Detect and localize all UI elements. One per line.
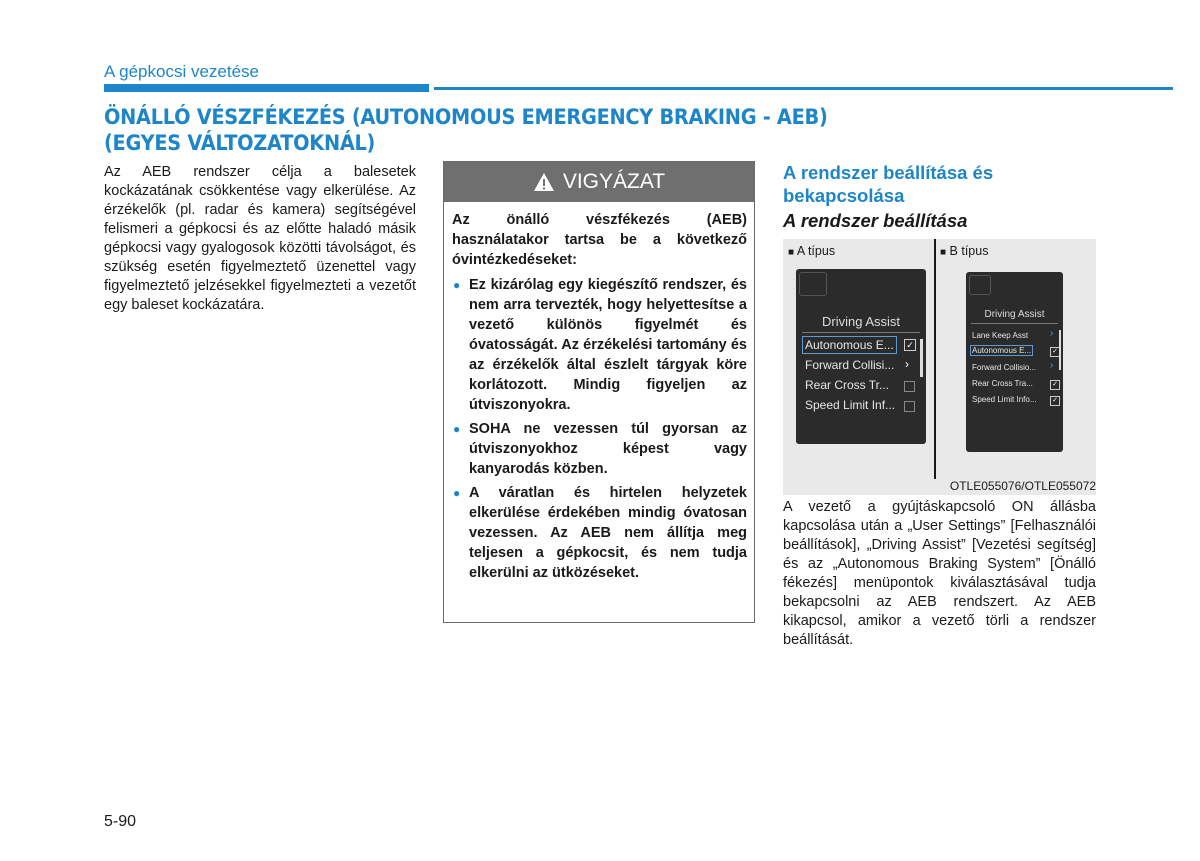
warning-intro: Az önálló vészfékezés (AEB) használatakor tartsa be a következő óvintézkedéseket: [452, 212, 747, 268]
figure-caption: OTLE055076/OTLE055072 [949, 479, 1096, 493]
screen-a-menu-item-speed-limit: Speed Limit Inf... [805, 398, 896, 412]
screen-b-title: Driving Assist [984, 309, 1045, 320]
screen-b-menu-item-autonomous: Autonomous E... [972, 346, 1032, 355]
type-b-label: ■ B típus [940, 244, 989, 258]
scrollbar [920, 339, 923, 377]
bullet-dot-icon: ● [453, 278, 461, 292]
bullet-dot-icon: ● [453, 422, 461, 436]
chevron-right-icon: › [905, 357, 909, 371]
warning-bullet-text: SOHA ne vezessen túl gyorsan az útviszonyokhoz képest vagy kanyarodás közben. [469, 421, 747, 477]
header-rule-thin [434, 87, 1173, 90]
screen-a [796, 269, 926, 444]
screen-b-menu-item-forward: Forward Collisio... [972, 363, 1037, 372]
figure-divider [934, 239, 936, 479]
main-heading [104, 104, 1024, 156]
warning-header [444, 162, 754, 202]
intro-paragraph: Az AEB rendszer célja a balesetek kockázatának csökkentése vagy elkerülése. Az érzékelők (pl. radar és kamera) segítségével felismeri a gépkocsi és az előtte haladó másik gépkocsi vagy gyalogosok közötti távolságot, és szükség esetén figyelmeztető üzenettel vagy figyelmeztető jelzésekkel figyelmezteti a vezetőt egy baleset kockázatára. [104, 164, 416, 313]
main-heading-line2: (EGYES VÁLTOZATOKNÁL) [104, 131, 376, 155]
warning-bullet [452, 419, 747, 479]
checkbox-unchecked-icon [904, 401, 915, 412]
settings-paragraph: A vezető a gyújtáskapcsoló ON állásba kapcsolása után a „User Settings” [Felhasználói beállítások], „Driving Assist” [Vezetési segítség] és az „Autonomous Braking System” [Önálló fékezés] menüpontok kiválasztásával tudja bekapcsolni az AEB rendszert. Az AEB kikapcsol, amikor a vezető törli a rendszer beállítását. [783, 499, 1096, 648]
main-heading-line1: ÖNÁLLÓ VÉSZFÉKEZÉS (AUTONOMOUS EMERGENCY BRAKING - AEB) [104, 105, 828, 129]
screen-b-menu-item-lane-keep: Lane Keep Asst [972, 331, 1029, 340]
warning-triangle-icon [533, 172, 555, 192]
header-rule-thick [104, 84, 429, 92]
checkbox-checked-icon: ✓ [1050, 347, 1060, 357]
settings-figure [783, 239, 1096, 495]
checkbox-checked-icon: ✓ [904, 339, 916, 351]
bullet-dot-icon: ● [453, 486, 461, 500]
type-a-label: ■ A típus [788, 244, 836, 258]
screen-a-menu-item-rear-cross: Rear Cross Tr... [805, 378, 890, 392]
chevron-right-icon: › [1050, 360, 1054, 371]
screen-b-menu-item-speed-limit: Speed Limit Info... [972, 395, 1037, 404]
warning-body [444, 202, 754, 583]
screen-a-separator [802, 332, 920, 333]
home-icon [969, 275, 991, 295]
warning-bullet-text: Ez kizárólag egy kiegészítő rendszer, és nem arra tervezték, hogy helyettesítse a vezető különös figyelmét és óvatosságát. Az érzékelési tartomány és az érzékelők által észlelt tárgyak köre korlátozott. Mindig figyeljen az útviszonyokra. [469, 277, 747, 413]
checkbox-unchecked-icon [904, 381, 915, 392]
warning-title: VIGYÁZAT [562, 170, 666, 193]
subheading: A rendszer beállítása és bekapcsolása [783, 162, 994, 206]
home-icon [799, 272, 827, 296]
screen-a-title: Driving Assist [821, 314, 901, 329]
scrollbar [1059, 330, 1061, 370]
screen-b-separator [971, 323, 1058, 324]
warning-bullet [452, 483, 747, 583]
screen-b [966, 272, 1063, 452]
screen-a-menu-item-forward: Forward Collisi... [805, 358, 895, 372]
subsubheading: A rendszer beállítása [783, 210, 968, 231]
chevron-right-icon: › [1050, 328, 1054, 339]
warning-bullet [452, 275, 747, 415]
section-title: A gépkocsi vezetése [104, 62, 259, 81]
warning-bullet-text: A váratlan és hirtelen helyzetek elkerülése érdekében mindig óvatosan vezessen. Az AEB nem állítja meg teljesen a gépkocsit, és nem tudja elkerülni az ütközéseket. [469, 485, 747, 581]
screen-b-menu-item-rear-cross: Rear Cross Tra... [972, 379, 1033, 388]
checkbox-checked-icon: ✓ [1050, 380, 1060, 390]
screen-a-menu-item-autonomous: Autonomous E... [805, 338, 894, 352]
checkbox-checked-icon: ✓ [1050, 396, 1060, 406]
type-a-label-text: A típus [796, 244, 836, 258]
warning-box [443, 161, 755, 623]
type-b-label-text: B típus [949, 244, 989, 258]
page-number: 5-90 [104, 813, 137, 830]
